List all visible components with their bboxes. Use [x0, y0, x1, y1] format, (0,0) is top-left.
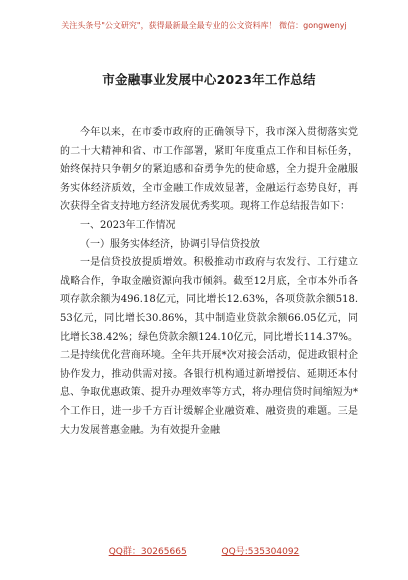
document-page [60, 70, 358, 440]
bottom-banner [0, 544, 408, 557]
qq-number-link[interactable]: QQ号:535304092 [221, 547, 300, 557]
top-banner: 关注头条号"公文研究"，获得最新最全最专业的公文资料库！ 微信：gongwenyj [61, 21, 347, 30]
document-title: 市金融事业发展中心2023年工作总结 [102, 72, 316, 87]
qq-group-link[interactable]: QQ群：30265665 [108, 547, 187, 557]
subsection-heading: （一）服务实体经济，协调引导信贷投放 [80, 238, 260, 250]
intro-paragraph: 今年以来，在市委市政府的正确领导下，我市深入贯彻落实党的二十大精神和省、市工作部署，紧盯年度重点工作和目标任务，始终保持只争朝夕的紧迫感和奋勇争先的使命感，全力提升金融服务实体经济质效，全市金融工作成效显著，金融运行态势良好，再次获得全省支持地方经济发展优秀奖项。现将工作总结报告如下： [60, 127, 358, 213]
section-heading: 一、2023年工作情况 [80, 219, 176, 231]
body-paragraph: 一是信贷投放提质增效。积极推动市政府与农发行、工行建立战略合作，争取金融资源向我市倾斜。截至12月底，全市本外币各项存款余额为496.18亿元，同比增长12.63%，各项贷款余额518.53亿元，同比增长30.86%，其中制造业贷款余额66.05亿元，同比增长38.42%；绿色贷款余额124.10亿元，同比增长114.37%。二是持续优化营商环境。全年共开展*次对接会活动，促进政银村企协作发力，推动供需对接。各银行机构通过新增授信、延期还本付息、争取优惠政策、提升办理效率等方式，将办理信贷时间缩短为*个工作日，进一步千方百计缓解企业融资难、融资贵的难题。三是大力发展普惠金融。为有效提升金融 [60, 257, 358, 436]
